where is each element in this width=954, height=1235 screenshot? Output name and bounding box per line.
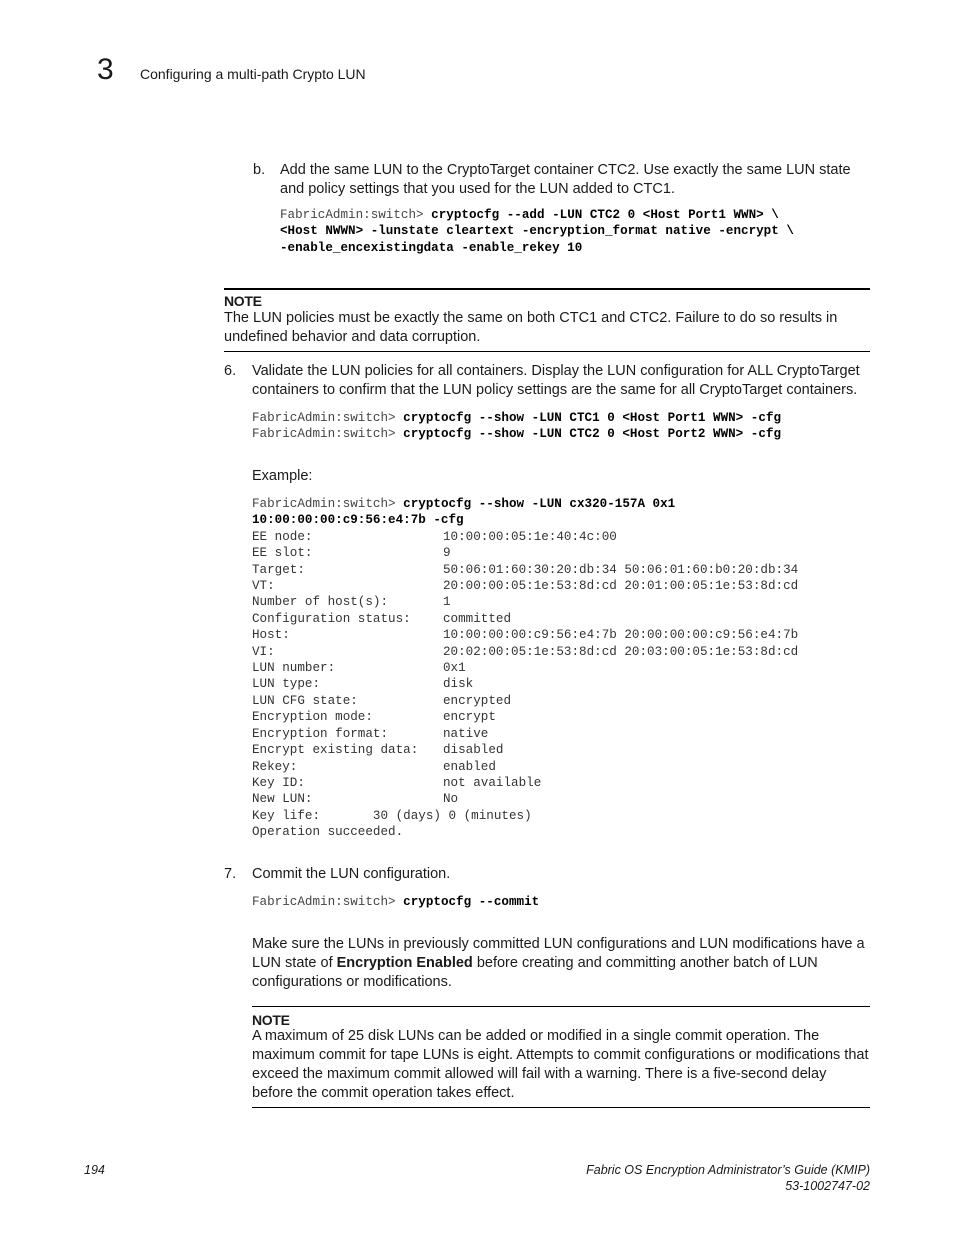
step-7-marker: 7. [224, 866, 237, 882]
chapter-title: Configuring a multi-path Crypto LUN [140, 66, 366, 82]
output-row [252, 578, 862, 594]
output-key: Encryption format: [252, 726, 389, 741]
output-key: Encryption mode: [252, 710, 373, 725]
output-value: not available [443, 775, 542, 790]
note-label: NOTE [224, 293, 262, 309]
code-line: cryptocfg --show -LUN CTC1 0 <Host Port1 WWN> -cfg [403, 411, 782, 425]
output-value: 10:00:00:00:c9:56:e4:7b 20:00:00:00:c9:56:e4:7b [443, 628, 799, 643]
note-text: The LUN policies must be exactly the same on both CTC1 and CTC2. Failure to do so results in undefined behavior and data corruption. [224, 310, 838, 345]
output-value: encrypt [443, 710, 496, 725]
output-value: 9 [443, 546, 451, 561]
code-line: cryptocfg --show -LUN CTC2 0 <Host Port2 WWN> -cfg [403, 427, 782, 442]
step-b-text: Add the same LUN to the CryptoTarget container CTC2. Use exactly the same LUN state and policy settings that you used for the LUN added to CTC1. [280, 162, 851, 197]
step-6-text: Validate the LUN policies for all containers. Display the LUN configuration for ALL CryptoTarget containers to confirm that the LUN policy settings are the same for all CryptoTarget containers. [252, 363, 860, 398]
output-row [252, 529, 862, 545]
step-6-code-block [252, 410, 781, 443]
output-key: EE node: [252, 529, 313, 544]
output-key: Number of host(s): [252, 595, 389, 610]
output-row [252, 726, 862, 742]
doc-number: 53-1002747-02 [785, 1179, 870, 1193]
output-key: LUN CFG state: [252, 693, 358, 708]
step-7-text: Commit the LUN configuration. [252, 866, 451, 882]
output-row [252, 545, 862, 561]
output-row [252, 644, 862, 660]
step-b-code-block [280, 207, 794, 256]
example-output-block [252, 496, 862, 841]
output-rows [252, 529, 862, 808]
code-line: -enable_encexistingdata -enable_rekey 10 [280, 240, 583, 255]
output-row [252, 562, 862, 578]
output-value: 10:00:00:05:1e:40:4c:00 [443, 529, 617, 544]
output-key: EE slot: [252, 546, 313, 561]
para-strong: Encryption Enabled [336, 955, 473, 971]
result-line: Operation succeeded. [252, 825, 404, 840]
output-key: Encrypt existing data: [252, 743, 419, 758]
output-key: Configuration status: [252, 611, 411, 626]
output-row [252, 611, 862, 627]
code-prompt: FabricAdmin:switch> [280, 208, 432, 222]
note-top-rule [224, 288, 870, 290]
code-prompt: FabricAdmin:switch> [252, 411, 404, 425]
note-bottom-rule [252, 1107, 870, 1108]
output-value: disk [443, 677, 474, 692]
step-6-marker: 6. [224, 363, 237, 379]
output-value: 20:00:00:05:1e:53:8d:cd 20:01:00:05:1e:53:8d:cd [443, 579, 799, 594]
code-line: cryptocfg --show -LUN cx320-157A 0x1 [403, 497, 676, 511]
step-b-marker: b. [253, 162, 266, 178]
output-row [252, 775, 862, 791]
output-key: VI: [252, 644, 275, 659]
output-row [252, 676, 862, 692]
output-key: Rekey: [252, 759, 298, 774]
output-row [252, 627, 862, 643]
para-text: before creating and committing another batch of LUN configurations or modifications. [252, 955, 818, 990]
code-prompt: FabricAdmin:switch> [252, 427, 404, 442]
output-row [252, 660, 862, 676]
example-label: Example: [252, 468, 313, 484]
output-key: Key ID: [252, 775, 305, 790]
output-value: No [443, 792, 459, 807]
note-bottom-rule [224, 351, 870, 352]
para-text: Make sure the LUNs in previously committed LUN configurations and LUN modifications have a LUN state of [252, 936, 865, 971]
output-row [252, 594, 862, 610]
output-row [252, 742, 862, 758]
output-value: encrypted [443, 693, 512, 708]
output-row [252, 759, 862, 775]
output-key: LUN number: [252, 661, 336, 676]
output-row [252, 709, 862, 725]
output-value: 20:02:00:05:1e:53:8d:cd 20:03:00:05:1e:53:8d:cd [443, 644, 799, 659]
doc-title: Fabric OS Encryption Administrator’s Guide (KMIP) [586, 1163, 870, 1177]
note-text: A maximum of 25 disk LUNs can be added or modified in a single commit operation. The maximum commit for tape LUNs is eight. Attempts to commit configurations or modifications that exceed the maximum commit allowed will fail with a warning. There is a five-second delay before the commit operation takes effect. [252, 1028, 869, 1101]
code-prompt: FabricAdmin:switch> [252, 497, 404, 511]
output-row [252, 693, 862, 709]
step-7-code-block [252, 894, 539, 910]
output-key: Target: [252, 562, 305, 577]
key-life-line: Key life: 30 (days) 0 (minutes) [252, 808, 532, 823]
output-key: New LUN: [252, 792, 313, 807]
output-value: committed [443, 611, 512, 626]
note-label: NOTE [252, 1012, 290, 1028]
output-value: 50:06:01:60:30:20:db:34 50:06:01:60:b0:20:db:34 [443, 562, 799, 577]
note-top-rule [252, 1006, 870, 1007]
output-value: 0x1 [443, 661, 466, 676]
code-line: cryptocfg --commit [403, 895, 540, 909]
code-line: <Host NWWN> -lunstate cleartext -encryption_format native -encrypt \ [280, 224, 794, 239]
code-line: 10:00:00:00:c9:56:e4:7b -cfg [252, 513, 464, 528]
page-number: 194 [84, 1163, 105, 1177]
output-value: disabled [443, 743, 504, 758]
output-value: native [443, 726, 489, 741]
output-row [252, 791, 862, 807]
output-key: VT: [252, 579, 275, 594]
output-value: 1 [443, 595, 451, 610]
step-7-paragraph [252, 935, 870, 992]
chapter-number: 3 [97, 53, 114, 86]
output-key: Host: [252, 628, 290, 643]
output-key: LUN type: [252, 677, 321, 692]
code-prompt: FabricAdmin:switch> [252, 895, 404, 909]
code-line: cryptocfg --add -LUN CTC2 0 <Host Port1 WWN> \ [431, 208, 779, 222]
output-value: enabled [443, 759, 496, 774]
